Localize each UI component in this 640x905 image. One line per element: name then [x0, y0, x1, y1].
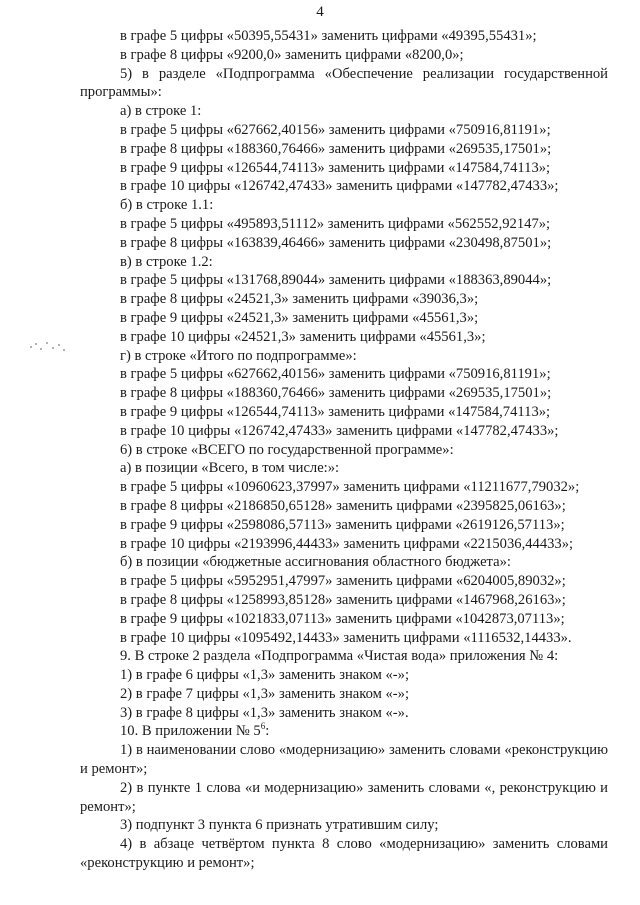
text-line: 9. В строке 2 раздела «Подпрограмма «Чистая вода» приложения № 4: [120, 648, 559, 665]
text-line: в графе 5 цифры «131768,89044» заменить цифрами «188363,89044»; [120, 272, 552, 289]
text-line: в графе 9 цифры «126544,74113» заменить цифрами «147584,74113»; [120, 403, 551, 420]
text-line: 6) в строке «ВСЕГО по государственной программе»: [120, 441, 454, 458]
margin-stamp-mark [28, 340, 68, 352]
text-line: б) в строке 1.1: [120, 197, 214, 214]
text-line: в графе 8 цифры «188360,76466» заменить цифрами «269535,17501»; [120, 385, 552, 402]
text-line: в графе 5 цифры «495893,51112» заменить цифрами «562552,92147»; [120, 215, 551, 232]
text-line: а) в строке 1: [120, 103, 202, 120]
page-number: 4 [316, 4, 324, 20]
text-line: в графе 9 цифры «1021833,07113» заменить цифрами «1042873,07113»; [120, 610, 565, 627]
text-line: в графе 8 цифры «9200,0» заменить цифрами «8200,0»; [120, 46, 464, 63]
text-line: в графе 5 цифры «5952951,47997» заменить цифрами «6204005,89032»; [120, 573, 566, 590]
text-line: в графе 10 цифры «2193996,44433» заменить цифрами «2215036,44433»; [120, 535, 574, 552]
text-line: в графе 10 цифры «126742,47433» заменить цифрами «147782,47433»; [120, 178, 559, 195]
text-line: в графе 10 цифры «24521,3» заменить цифрами «45561,3»; [120, 328, 486, 345]
paragraph: 1) в наименовании слово «модернизацию» заменить словами «реконструкцию и ремонт»; [80, 742, 608, 778]
text-line: в графе 8 цифры «2186850,65128» заменить цифрами «2395825,06163»; [120, 497, 566, 514]
item-10-text: 10. В приложении № 5 [120, 723, 261, 740]
text-line: а) в позиции «Всего, в том числе:»: [120, 460, 340, 477]
item-10-heading [80, 722, 608, 741]
text-line: в графе 9 цифры «2598086,57113» заменить цифрами «2619126,57113»; [120, 516, 565, 533]
text-line: в графе 5 цифры «627662,40156» заменить цифрами «750916,81191»; [120, 121, 551, 138]
text-line: г) в строке «Итого по подпрограмме»: [120, 347, 357, 364]
text-line: в графе 9 цифры «24521,3» заменить цифрами «45561,3»; [120, 309, 479, 326]
section-heading: 5) в разделе «Подпрограмма «Обеспечение реализации государственной программы»: [80, 65, 608, 101]
text-line: б) в позиции «бюджетные ассигнования областного бюджета»: [120, 554, 511, 571]
text-line: в графе 8 цифры «188360,76466» заменить цифрами «269535,17501»; [120, 140, 552, 157]
text-line: в графе 10 цифры «126742,47433» заменить цифрами «147782,47433»; [120, 422, 559, 439]
text-line: в графе 5 цифры «10960623,37997» заменить цифрами «11211677,79032»; [120, 479, 580, 496]
item-10-suffix: : [265, 723, 270, 740]
text-line: в графе 10 цифры «1095492,14433» заменить цифрами «1116532,14433». [120, 629, 572, 646]
amendment-text [80, 27, 608, 873]
text-line: в графе 5 цифры «50395,55431» заменить цифрами «49395,55431»; [120, 28, 537, 44]
text-line: в графе 8 цифры «24521,3» заменить цифрами «39036,3»; [120, 291, 479, 308]
paragraph: 3) подпункт 3 пункта 6 признать утратившим силу; [120, 817, 439, 834]
text-line: в графе 8 цифры «163839,46466» заменить цифрами «230498,87501»; [120, 234, 552, 251]
text-line: в графе 9 цифры «126544,74113» заменить цифрами «147584,74113»; [120, 159, 551, 176]
text-line: в графе 8 цифры «1258993,85128» заменить цифрами «1467968,26163»; [120, 591, 566, 608]
paragraph: 2) в пункте 1 слова «и модернизацию» заменить словами «, реконструкцию и ремонт»; [80, 779, 608, 815]
text-line: в) в строке 1.2: [120, 253, 213, 270]
paragraph: 4) в абзаце четвёртом пункта 8 слово «модернизацию» заменить словами «реконструкцию и ремонт»; [80, 836, 608, 872]
footnote-superscript: 6 [260, 721, 266, 732]
text-line: 2) в графе 7 цифры «1,3» заменить знаком «-»; [120, 685, 410, 702]
text-line: 3) в графе 8 цифры «1,3» заменить знаком «-». [120, 704, 409, 721]
text-line: в графе 5 цифры «627662,40156» заменить цифрами «750916,81191»; [120, 366, 551, 383]
text-line: 1) в графе 6 цифры «1,3» заменить знаком «-»; [120, 667, 410, 684]
